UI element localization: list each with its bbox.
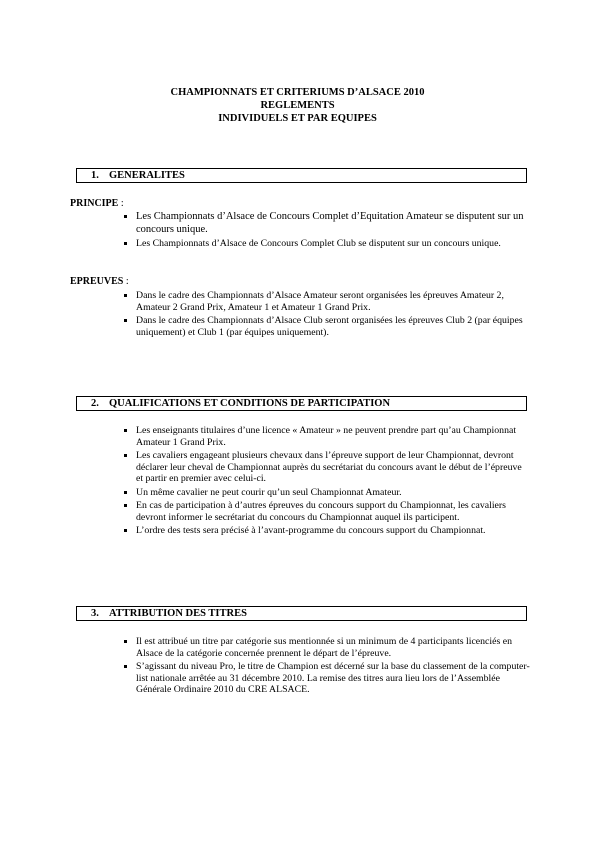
list-item <box>122 487 530 499</box>
list-item-text: Un même cavalier ne peut courir qu’un seul Championnat Amateur. <box>136 486 402 498</box>
section-title: QUALIFICATIONS ET CONDITIONS DE PARTICIPATION <box>109 398 391 409</box>
square-bullet-icon <box>124 491 127 494</box>
label-text: EPREUVES <box>70 276 124 287</box>
title-line-3: INDIVIDUELS ET PAR EQUIPES <box>218 113 377 124</box>
section-number: 3. <box>91 608 99 619</box>
list-item <box>122 661 530 696</box>
square-bullet-icon <box>124 294 127 297</box>
list-item <box>122 500 530 523</box>
title-line-1: CHAMPIONNATS ET CRITERIUMS D’ALSACE 2010 <box>170 87 425 98</box>
square-bullet-icon <box>124 640 127 643</box>
principe-list <box>122 211 530 250</box>
square-bullet-icon <box>124 665 127 668</box>
section-title: GENERALITES <box>109 170 185 181</box>
document-title <box>0 86 595 125</box>
list-item <box>122 211 530 236</box>
list-item-text: Les enseignants titulaires d’une licence « Amateur » ne peuvent prendre part qu’au Championnat Amateur 1 Grand Prix. <box>136 425 517 448</box>
label-text: PRINCIPE <box>70 198 119 209</box>
list-item-text: Dans le cadre des Championnats d’Alsace Amateur seront organisées les épreuves Amateur 2, Amateur 2 Grand Prix, Amateur 1 et Amateur 1 Grand Prix. <box>136 290 504 313</box>
list-item-text: Dans le cadre des Championnats d’Alsace Club seront organisées les épreuves Club 2 (par équipes uniquement) et Club 1 (par équipes uniquement). <box>136 315 523 338</box>
square-bullet-icon <box>124 215 127 218</box>
list-item <box>122 636 530 659</box>
list-item-text: Les cavaliers engageant plusieurs chevaux dans l’épreuve support de leur Championnat, devront déclarer leur cheval de Championnat auprès du secrétariat du concours avant le début de l’épreuve et partir en premier avec celui-ci. <box>136 450 522 484</box>
section-number: 1. <box>91 170 99 181</box>
square-bullet-icon <box>124 242 127 245</box>
section-number: 2. <box>91 398 99 409</box>
section-header-qualifications <box>76 396 527 411</box>
title-line-2: REGLEMENTS <box>260 100 335 111</box>
section-header-attribution <box>76 606 527 621</box>
list-item-text: Les Championnats d’Alsace de Concours Complet d’Equitation Amateur se disputent sur un concours unique. <box>136 211 524 235</box>
label-epreuves <box>70 276 129 288</box>
section-title: ATTRIBUTION DES TITRES <box>109 608 247 619</box>
list-item-text: En cas de participation à d’autres épreuves du concours support du Championnat, les cavaliers devront informer le secrétariat du concours du Championnat auquel ils participent. <box>136 500 506 523</box>
label-colon: : <box>118 198 124 209</box>
list-item <box>122 238 530 250</box>
list-item <box>122 425 530 448</box>
list-item <box>122 290 530 313</box>
list-item <box>122 315 530 338</box>
label-colon: : <box>123 276 129 287</box>
attribution-list <box>122 636 530 696</box>
epreuves-list <box>122 290 530 338</box>
square-bullet-icon <box>124 319 127 322</box>
list-item-text: S’agissant du niveau Pro, le titre de Champion est décerné sur la base du classement de la computer-list nationale arrêtée au 31 décembre 2010. La remise des titres aura lieu lors de l’Assemblée Générale Ordinaire 2010 du CRE ALSACE. <box>136 661 530 695</box>
list-item <box>122 525 530 537</box>
square-bullet-icon <box>124 429 127 432</box>
label-principe <box>70 198 124 210</box>
list-item <box>122 450 530 485</box>
square-bullet-icon <box>124 504 127 507</box>
list-item-text: L’ordre des tests sera précisé à l’avant-programme du concours support du Championnat. <box>136 525 486 536</box>
list-item-text: Il est attribué un titre par catégorie sus mentionnée si un minimum de 4 participants licenciés en Alsace de la catégorie concernée prennent le départ de l’épreuve. <box>136 636 512 659</box>
section-header-generalites <box>76 168 527 183</box>
square-bullet-icon <box>124 529 127 532</box>
square-bullet-icon <box>124 454 127 457</box>
list-item-text: Les Championnats d’Alsace de Concours Complet Club se disputent sur un concours unique. <box>136 238 501 249</box>
qualifications-list <box>122 425 530 537</box>
